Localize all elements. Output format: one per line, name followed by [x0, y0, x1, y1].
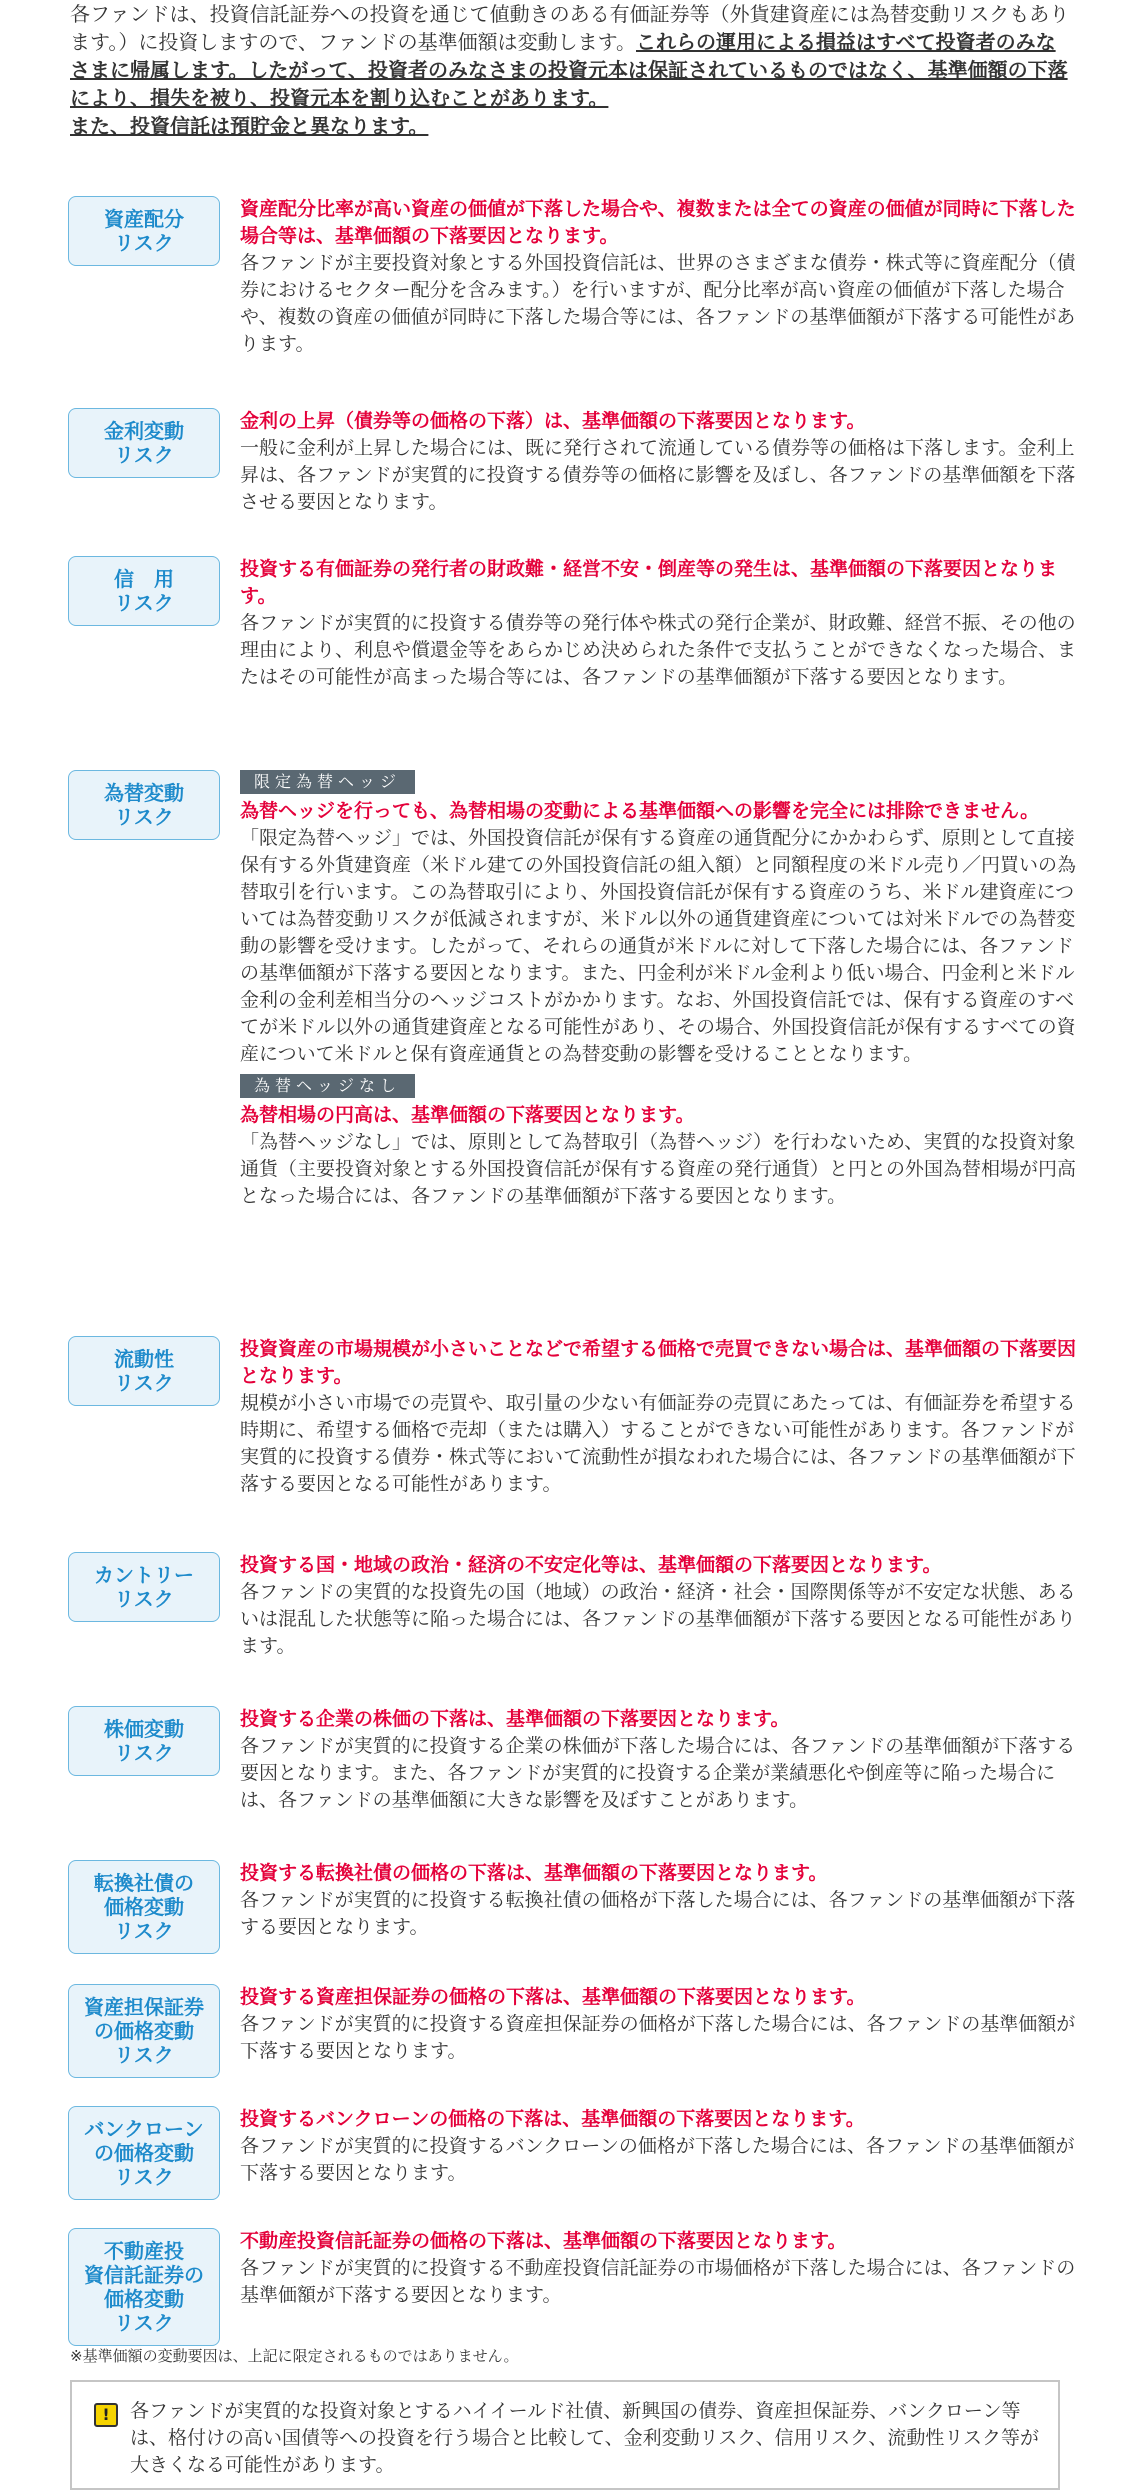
- risk-body: [240, 1860, 1080, 1941]
- risk-heading: 不動産投資信託証券の価格の下落は、基準価額の下落要因となります。: [240, 2230, 847, 2252]
- risk-description: 規模が小さい市場での売買や、取引量の少ない有価証券の売買にあたっては、有価証券を希望する時期に、希望する価格で売却（または購入）することができない可能性があります。各ファンドが実質的に投資する債券・株式等において流動性が損なわれた場合には、各ファンドの基準価額が下落する要因となる可能性があります。: [240, 1392, 1076, 1495]
- intro-normal-text: 各ファンドは、投資信託証券への投資を通じて値動きのある有価証券等（外貨建資産には為替変動リスクもあります。）に投資しますので、ファンドの基準価額は変動します。: [70, 2, 1070, 54]
- risk-body: [240, 2228, 1080, 2309]
- intro-deposit-note: [70, 112, 1070, 140]
- risk-heading-no-hedge: 為替相場の円高は、基準価額の下落要因となります。: [240, 1104, 695, 1126]
- risk-heading: 投資する資産担保証券の価格の下落は、基準価額の下落要因となります。: [240, 1986, 866, 2008]
- risk-body: [240, 2106, 1080, 2187]
- risk-label: 転換社債の 価格変動 リスク: [68, 1860, 220, 1954]
- risk-label: 金利変動 リスク: [68, 408, 220, 478]
- risk-label: 流動性 リスク: [68, 1336, 220, 1406]
- tag-limited-hedge: 限定為替ヘッジ: [240, 770, 415, 794]
- risk-heading: 投資する国・地域の政治・経済の不安定化等は、基準価額の下落要因となります。: [240, 1554, 942, 1576]
- note-text: 各ファンドが実質的な投資対象とするハイイールド社債、新興国の債券、資産担保証券、バンクローン等は、格付けの高い国債等への投資を行う場合と比較して、金利変動リスク、信用リスク、流動性リスク等が大きくなる可能性があります。: [130, 2400, 1039, 2476]
- footnote: ※基準価額の変動要因は、上記に限定されるものではありません。: [70, 2347, 519, 2365]
- warning-icon: !: [94, 2403, 118, 2427]
- risk-label: 不動産投 資信託証券の 価格変動 リスク: [68, 2228, 220, 2346]
- risk-label: 資産配分 リスク: [68, 196, 220, 266]
- risk-body: [240, 556, 1080, 691]
- risk-body: [240, 196, 1080, 358]
- risk-description: 各ファンドが実質的に投資する不動産投資信託証券の市場価格が下落した場合には、各ファンドの基準価額が下落する要因となります。: [240, 2257, 1076, 2306]
- risk-description-no-hedge: 「為替ヘッジなし」では、原則として為替取引（為替ヘッジ）を行わないため、実質的な投資対象通貨（主要投資対象とする外国投資信託が保有する資産の発行通貨）と円との外国為替相場が円高となった場合には、各ファンドの基準価額が下落する要因となります。: [240, 1131, 1077, 1207]
- risk-label: 株価変動 リスク: [68, 1706, 220, 1776]
- risk-body: [240, 1984, 1080, 2065]
- risk-description: 各ファンドが実質的に投資する資産担保証券の価格が下落した場合には、各ファンドの基準価額が下落する要因となります。: [240, 2013, 1076, 2062]
- intro-paragraph: [70, 0, 1070, 112]
- risk-description: 「限定為替ヘッジ」では、外国投資信託が保有する資産の通貨配分にかかわらず、原則として直接保有する外貨建資産（米ドル建ての外国投資信託の組入額）と同額程度の米ドル売り／円買いの為替取引を行います。この為替取引により、外国投資信託が保有する資産のうち、米ドル建資産については為替変動リスクが低減されますが、米ドル以外の通貨建資産については対米ドルでの為替変動の影響を受けます。したがって、それらの通貨が米ドルに対して下落した場合には、各ファンドの基準価額が下落する要因となります。また、円金利が米ドル金利より低い場合、円金利と米ドル金利の金利差相当分のヘッジコストがかかります。なお、外国投資信託では、保有する資産のすべてが米ドル以外の通貨建資産となる可能性があり、その場合、外国投資信託が保有するすべての資産について米ドルと保有資産通貨との為替変動の影響を受けることとなります。: [240, 827, 1077, 1065]
- risk-heading: 投資する企業の株価の下落は、基準価額の下落要因となります。: [240, 1708, 790, 1730]
- risk-label: 為替変動 リスク: [68, 770, 220, 840]
- risk-description: 各ファンドが実質的に投資する企業の株価が下落した場合には、各ファンドの基準価額が下落する要因となります。また、各ファンドが実質的に投資する企業が業績悪化や倒産等に陥った場合には、各ファンドの基準価額に大きな影響を及ぼすことがあります。: [240, 1735, 1076, 1811]
- risk-description: 各ファンドの実質的な投資先の国（地域）の政治・経済・社会・国際関係等が不安定な状態、あるいは混乱した状態等に陥った場合には、各ファンドの基準価額が下落する要因となる可能性があります。: [240, 1581, 1076, 1657]
- risk-body: [240, 408, 1080, 516]
- risk-body: [240, 1552, 1080, 1660]
- risk-description: 各ファンドが実質的に投資する転換社債の価格が下落した場合には、各ファンドの基準価額が下落する要因となります。: [240, 1889, 1076, 1938]
- risk-body: [240, 1336, 1080, 1498]
- risk-heading: 投資する有価証券の発行者の財政難・経営不安・倒産等の発生は、基準価額の下落要因となります。: [240, 558, 1058, 607]
- risk-label: バンクローン の価格変動 リスク: [68, 2106, 220, 2200]
- risk-heading: 金利の上昇（債券等の価格の下落）は、基準価額の下落要因となります。: [240, 410, 866, 432]
- risk-heading: 為替ヘッジを行っても、為替相場の変動による基準価額への影響を完全には排除できません。: [240, 800, 1040, 822]
- tag-no-hedge: 為替ヘッジなし: [240, 1074, 415, 1098]
- risk-heading: 資産配分比率が高い資産の価値が下落した場合や、複数または全ての資産の価値が同時に下落した場合等は、基準価額の下落要因となります。: [240, 198, 1076, 247]
- risk-label: カントリー リスク: [68, 1552, 220, 1622]
- risk-description: 各ファンドが主要投資対象とする外国投資信託は、世界のさまざまな債券・株式等に資産配分（債券におけるセクター配分を含みます。）を行いますが、配分比率が高い資産の価値が下落した場合や、複数の資産の価値が同時に下落した場合等には、各ファンドの基準価額が下落する可能性があります。: [240, 252, 1076, 355]
- note-box: [70, 2380, 1060, 2490]
- risk-body: [240, 1706, 1080, 1814]
- risk-heading: 投資資産の市場規模が小さいことなどで希望する価格で売買できない場合は、基準価額の下落要因となります。: [240, 1338, 1077, 1387]
- risk-description: 各ファンドが実質的に投資する債券等の発行体や株式の発行企業が、財政難、経営不振、その他の理由により、利息や償還金等をあらかじめ決められた条件で支払うことができなくなった場合、またはその可能性が高まった場合等には、各ファンドの基準価額が下落する要因となります。: [240, 612, 1077, 688]
- risk-heading: 投資する転換社債の価格の下落は、基準価額の下落要因となります。: [240, 1862, 828, 1884]
- risk-label: 信 用 リスク: [68, 556, 220, 626]
- risk-description: 一般に金利が上昇した場合には、既に発行されて流通している債券等の価格は下落します。金利上昇は、各ファンドが実質的に投資する債券等の価格に影響を及ぼし、各ファンドの基準価額を下落させる要因となります。: [240, 437, 1076, 513]
- intro-section: [70, 0, 1070, 140]
- risk-description: 各ファンドが実質的に投資するバンクローンの価格が下落した場合には、各ファンドの基準価額が下落する要因となります。: [240, 2135, 1075, 2184]
- deposit-note-text: また、投資信託は預貯金と異なります。: [70, 114, 429, 138]
- risk-heading: 投資するバンクローンの価格の下落は、基準価額の下落要因となります。: [240, 2108, 865, 2130]
- risk-label: 資産担保証券 の価格変動 リスク: [68, 1984, 220, 2078]
- intro-underlined-text: これらの運用による損益はすべて投資者のみなさまに帰属します。したがって、投資者のみなさまの投資元本は保証されているものではなく、基準価額の下落により、損失を被り、投資元本を割り込むことがあります。: [70, 30, 1068, 110]
- risk-body: [240, 770, 1080, 1210]
